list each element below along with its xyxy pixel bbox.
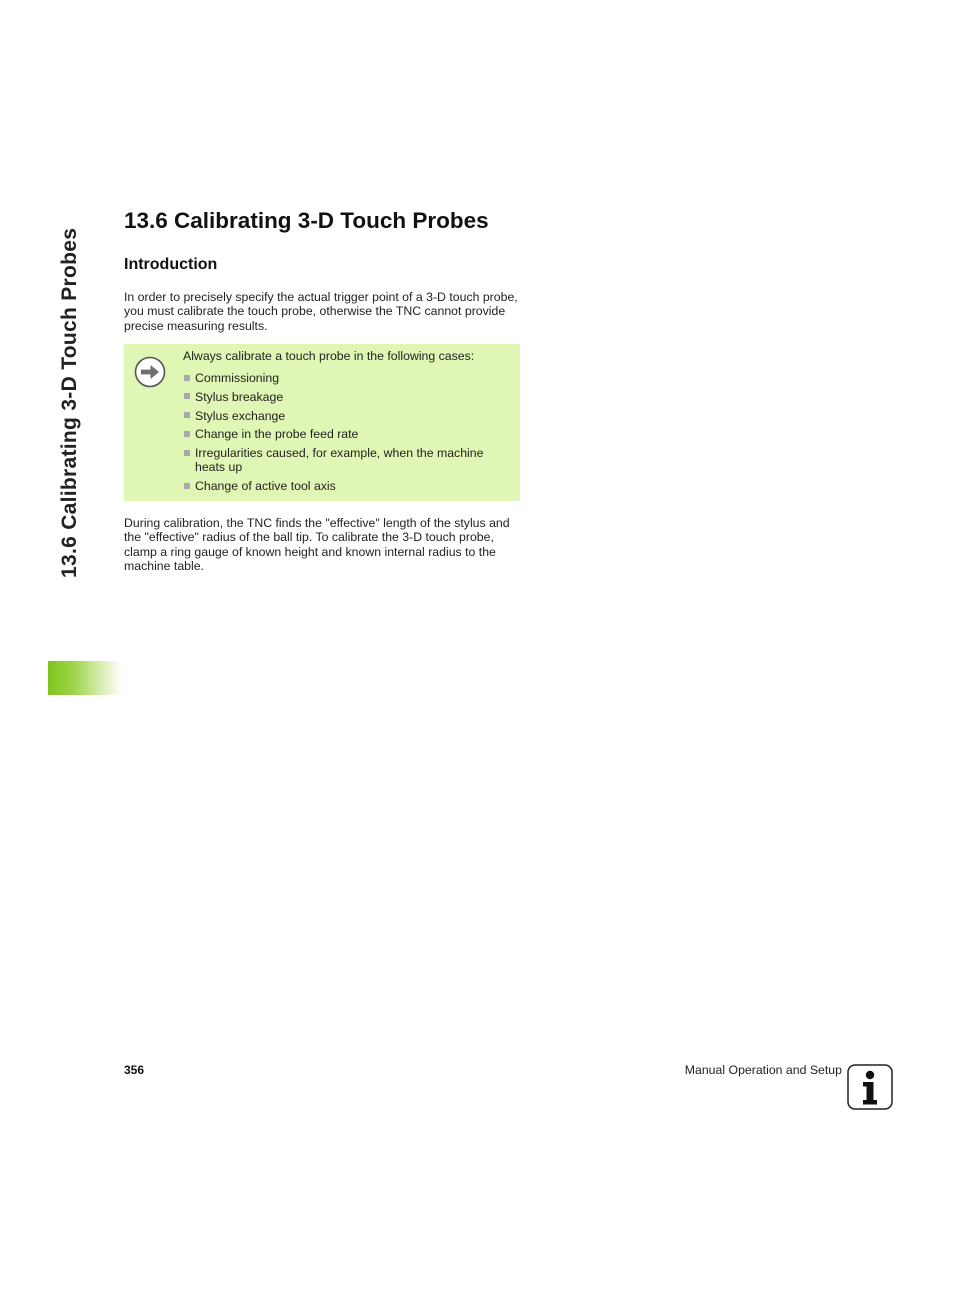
note-list — [183, 371, 513, 493]
info-icon[interactable] — [847, 1064, 893, 1110]
list-item — [183, 409, 513, 423]
list-item-label: Stylus exchange — [195, 408, 286, 423]
list-item-label: Change of active tool axis — [195, 479, 336, 494]
square-bullet-icon — [184, 431, 190, 437]
list-item — [183, 427, 513, 441]
list-item-label: Commissioning — [195, 371, 280, 386]
calibration-paragraph: During calibration, the TNC finds the "effective" length of the stylus and the "effective" radius of the ball tip. To calibrate the 3-D touch probe, clamp a ring gauge of known height and known internal radius to the machine table. — [124, 516, 510, 573]
chapter-heading: 13.6 Calibrating 3-D Touch Probes — [124, 208, 489, 233]
list-item-label: Stylus breakage — [195, 389, 284, 404]
note-intro: Always calibrate a touch probe in the following cases: — [183, 349, 475, 363]
section-heading: Introduction — [124, 256, 218, 273]
list-item — [183, 390, 513, 404]
square-bullet-icon — [184, 393, 190, 399]
list-item-label: Change in the probe feed rate — [195, 427, 359, 442]
list-item — [183, 446, 513, 475]
square-bullet-icon — [184, 483, 190, 489]
page-number: 356 — [124, 1063, 145, 1077]
note-content — [183, 349, 513, 498]
arrow-right-icon — [134, 356, 166, 388]
side-chapter-title: 13.6 Calibrating 3-D Touch Probes — [58, 227, 81, 578]
square-bullet-icon — [184, 412, 190, 418]
note-box — [124, 344, 520, 501]
list-item — [183, 479, 513, 493]
list-item-label: Irregularities caused, for example, when the machine heats up — [195, 446, 484, 475]
footer-chapter-title: Manual Operation and Setup — [684, 1063, 842, 1077]
intro-paragraph: In order to precisely specify the actual trigger point of a 3-D touch probe, you must calibrate the touch probe, otherwise the TNC cannot provide precise measuring results. — [124, 290, 518, 333]
square-bullet-icon — [184, 375, 190, 381]
list-item — [183, 371, 513, 385]
chapter-thumb-tab — [48, 661, 122, 695]
square-bullet-icon — [184, 450, 190, 456]
